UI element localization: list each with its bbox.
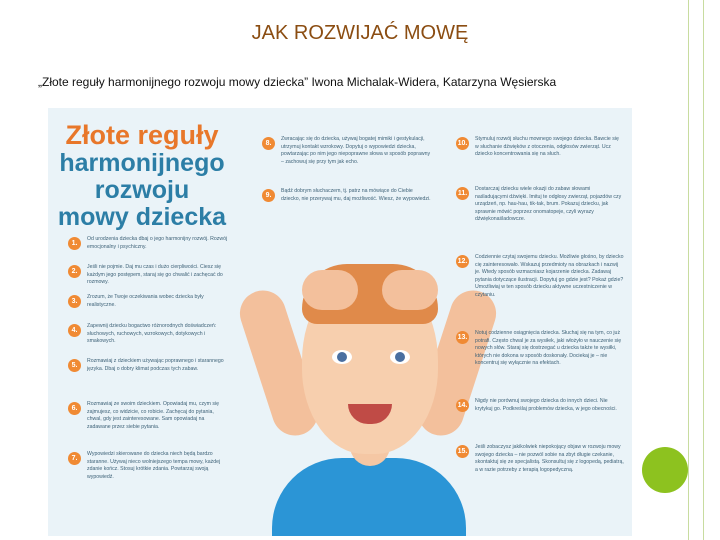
rule-number-badge: 14. <box>456 399 469 412</box>
rule-number-badge: 15. <box>456 445 469 458</box>
poster-image <box>48 108 632 536</box>
child-eye-left <box>332 350 352 364</box>
rule-item <box>68 451 228 481</box>
rule-number-badge: 1. <box>68 237 81 250</box>
rule-text: Zwracając się do dziecka, używaj bogatej mimiki i gestykulacji, utrzymuj kontakt wzrokowy. Dopytuj o wypowiedzi dziecka, powtarzając po nim jego niepoprawne słowa w sposób poprawny – zachowuj się przy tym jak echo. <box>281 136 431 165</box>
slide-title: JAK ROZWIJAĆ MOWĘ <box>251 22 469 44</box>
rule-text: Jeśli nie pojmie. Daj mu czas i dużo cierpliwości. Ciesz się każdym jego postępem, staraj się go chwalić i zachęcać do rozmowy. <box>87 264 223 286</box>
rule-number-badge: 13. <box>456 331 469 344</box>
rule-item <box>456 254 624 300</box>
rule-number-badge: 10. <box>456 137 469 150</box>
child-hand-left <box>302 270 358 310</box>
rule-text: Stymuluj rozwój słuchu mownego swojego dziecka. Bawcie się w słuchanie dźwięków z otoczenia, odgłosów zwierząt. Ucz dziecko koncentrowania się na słuch. <box>475 136 619 158</box>
rule-text: Zrozum, że Twoje oczekiwania wobec dziecka były realistyczne. <box>87 294 204 308</box>
rule-number-badge: 5. <box>68 359 81 372</box>
rule-number-badge: 12. <box>456 255 469 268</box>
rule-text: Codziennie czytaj swojemu dziecku. Możliwie głośno, by dziecko cię zainteresowało. Wskazuj przedmioty na obrazkach i nazwij je. Wtedy sposób wzmacniasz kojarzenie dziecka. Zadawaj pytania dotyczące ilustracji. Dopytuj go gdzie jest? Pokaż gdzie? Umożliwiaj w ten sposób dziecku aktywne uczestniczenie w czytaniu. <box>475 254 624 298</box>
rule-item <box>262 188 432 203</box>
rule-text: Notuj codzienne osiągnięcia dziecka. Słuchaj się na tym, co już potrafi. Często chwal je za wysiłek, jaki włożyło w nauczenie się nowych słów. Staraj się dostrzegać u dziecka także te wysiłki, których nie dokona w sposób doskonały. Dociekaj je – nie koncentruj się wyłącznie na efektach. <box>475 330 622 367</box>
slide-frame-border <box>688 0 704 540</box>
rule-item <box>456 186 624 224</box>
rule-item <box>68 294 228 309</box>
rule-text: Zapewnij dziecku bogactwo różnorodnych doświadczeń: słuchowych, ruchowych, wzrokowych, dotykowych i smakowych. <box>87 323 217 345</box>
rule-number-badge: 8. <box>262 137 275 150</box>
rule-number-badge: 9. <box>262 189 275 202</box>
poster-heading-line-2: harmonijnego <box>59 149 225 177</box>
rule-item <box>68 401 228 431</box>
poster-heading-line-1: Złote reguły <box>65 120 219 150</box>
rule-text: Rozmawiaj ze swoim dzieckiem. Opowiadaj mu, czym się zajmujesz, co widzicie, co robicie. Zachęcaj do pytania, chwal, gdy jest zainteresowane. Sam opowiadaj na zadawane przez siebie pytania. <box>87 401 220 430</box>
rule-item <box>456 398 624 413</box>
rule-item <box>262 136 432 166</box>
child-hand-right <box>382 270 438 310</box>
rule-text: Bądź dobrym słuchaczem, tj. patrz na mówiące do Ciebie dziecko, nie przerywaj mu, daj możliwość. Wiesz, że wypowiedzi. <box>281 188 431 202</box>
rule-item <box>68 358 228 373</box>
rule-number-badge: 7. <box>68 452 81 465</box>
rule-text: Wypowiedzi skierowane do dziecka niech będą bardzo staranne. Używaj nieco wolniejszego tempa mowy, każdej zdanie kończ. Stosuj krótkie zdania. Powtarzaj swoją wypowiedź. <box>87 451 221 480</box>
rule-item <box>456 330 624 368</box>
rule-number-badge: 3. <box>68 295 81 308</box>
rule-text: Dostarczaj dziecku wiele okazji do zabaw słowami naśladującymi dźwięki. Imituj te odgłosy zwierząt, pojazdów czy urządzeń, np. hau-hau, tik-tak, brum. Pokazuj dziecku, jak sprawnie mówić poprzez onomatopeje, czyli wyrazy dźwiękonaśladowcze. <box>475 186 622 223</box>
rule-number-badge: 11. <box>456 187 469 200</box>
rule-text: Rozmawiaj z dzieckiem używając poprawnego i starannego języka. Dbaj o dobry klimat podczas tych zabaw. <box>87 358 224 372</box>
rule-text: Od urodzenia dziecka dbaj o jego harmonijny rozwój. Rozwój emocjonalny i psychiczny. <box>87 236 228 250</box>
rule-item <box>68 236 228 251</box>
child-eye-right <box>390 350 410 364</box>
poster-heading-line-4: mowy dziecka <box>57 203 227 231</box>
slide-subtitle: „Złote reguły harmonijnego rozwoju mowy dziecka” Iwona Michalak-Widera, Katarzyna Węsierska <box>38 75 557 89</box>
rule-number-badge: 2. <box>68 265 81 278</box>
rule-text: Jeśli zobaczysz jakikolwiek niepokojący objaw w rozwoju mowy swojego dziecka – nie pozwól sobie na zbyt długie czekanie, skontaktuj się ze specjalistą. Skonsultuj się z logopedą, pediatrą, a w razie potrzeby z terapią logopedyczną. <box>475 444 624 473</box>
child-shirt <box>272 458 466 536</box>
rule-item <box>456 444 624 474</box>
rule-number-badge: 6. <box>68 402 81 415</box>
poster-heading-line-3: rozwoju <box>94 176 190 204</box>
poster-heading <box>48 120 236 231</box>
rule-item <box>456 136 624 159</box>
rule-item <box>68 264 228 287</box>
rule-text: Nigdy nie porównuj swojego dziecka do innych dzieci. Nie krytykuj go. Podkreślaj problemów dziecka, w jego obecności. <box>475 398 617 412</box>
rule-number-badge: 4. <box>68 324 81 337</box>
rule-item <box>68 323 228 346</box>
decorative-green-circle <box>642 447 688 493</box>
